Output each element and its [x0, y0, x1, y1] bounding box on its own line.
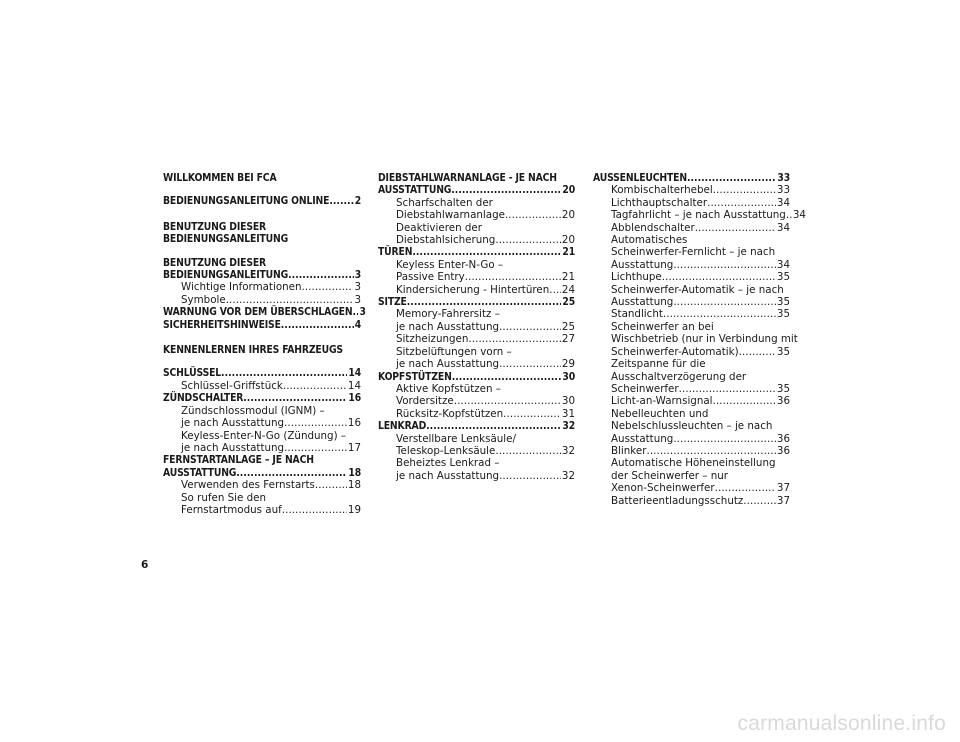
- leader-dots: [707, 197, 776, 209]
- toc-item[interactable]: [593, 457, 790, 494]
- leader-dots: [284, 442, 347, 454]
- toc-heading[interactable]: [163, 172, 361, 184]
- leader-dots: [499, 470, 561, 482]
- toc-entry-text: SICHERHEITSHINWEISE: [163, 318, 281, 331]
- toc-entry-text: Sitzbelüftungen vorn –: [396, 345, 512, 358]
- leader-dots: [412, 246, 561, 258]
- toc-heading[interactable]: [163, 392, 361, 404]
- toc-item[interactable]: [378, 197, 575, 222]
- toc-page-number: 37: [776, 482, 790, 495]
- leader-dots: [451, 184, 561, 196]
- toc-item[interactable]: [163, 281, 361, 293]
- toc-entry-text: Zündschlossmodul (IGNM) –: [181, 404, 325, 417]
- toc-entry-text: Xenon-Scheinwerfer: [611, 482, 715, 495]
- toc-entry-text: der Scheinwerfer – nur: [611, 469, 728, 482]
- toc-page-number: 36: [776, 444, 790, 457]
- toc-entry-text: Licht-an-Warnsignal: [611, 395, 713, 408]
- toc-page-number: 37: [776, 494, 790, 507]
- toc-page-number: 3: [354, 293, 361, 306]
- toc-page-number: 34: [776, 221, 790, 234]
- toc-entry-text: AUSSENLEUCHTEN: [593, 172, 687, 184]
- toc-entry-text: Sitzheizungen: [396, 333, 469, 346]
- leader-dots: [713, 395, 776, 407]
- toc-page-number: 33: [777, 172, 790, 184]
- leader-dots: [662, 271, 776, 283]
- toc-heading[interactable]: [163, 344, 361, 356]
- toc-page-number: 35: [776, 382, 790, 395]
- toc-item[interactable]: [378, 408, 575, 420]
- toc-heading[interactable]: [378, 420, 575, 432]
- toc-entry-text: DIEBSTAHLWARNANLAGE - JE NACH: [378, 172, 557, 184]
- toc-entry-text: Kindersicherung - Hintertüren: [396, 283, 550, 296]
- toc-heading[interactable]: [163, 367, 361, 379]
- toc-entry-text: WARNUNG VOR DEM ÜBERSCHLAGEN: [163, 306, 353, 319]
- toc-entry-text: Abblendschalter: [611, 221, 695, 234]
- toc-heading[interactable]: [163, 195, 361, 207]
- toc-page-number: 36: [776, 395, 790, 408]
- leader-dots: [282, 504, 347, 516]
- leader-dots: [465, 271, 561, 283]
- toc-page-number: 20: [561, 209, 575, 222]
- toc-entry-text: BENUTZUNG DIESER: [163, 220, 267, 233]
- leader-dots: [236, 467, 347, 479]
- toc-entry-text: Blinker: [611, 444, 647, 457]
- toc-item[interactable]: [593, 408, 790, 445]
- toc-item[interactable]: [378, 259, 575, 284]
- leader-dots: [713, 184, 776, 196]
- toc-page-number: 34: [792, 209, 806, 222]
- toc-item[interactable]: [593, 358, 790, 395]
- toc-entry-text: Vordersitze: [396, 395, 454, 408]
- toc-page-number: 32: [561, 444, 575, 457]
- toc-heading[interactable]: [378, 246, 575, 258]
- toc-entry-text: FERNSTARTANLAGE – JE NACH: [163, 454, 314, 467]
- toc-page-number: 14: [348, 367, 361, 380]
- toc-page-number: 35: [776, 308, 790, 321]
- toc-item[interactable]: [593, 197, 790, 209]
- leader-dots: [679, 383, 776, 395]
- toc-item[interactable]: [378, 222, 575, 247]
- toc-entry-text: SITZE: [378, 296, 407, 309]
- toc-page-number: 17: [347, 441, 361, 454]
- toc-heading[interactable]: [163, 257, 361, 282]
- toc-page-number: 36: [776, 432, 790, 445]
- leader-dots: [426, 420, 561, 432]
- leader-dots: [695, 222, 776, 234]
- toc-heading[interactable]: [593, 172, 790, 184]
- toc-entry-text: je nach Ausstattung: [396, 320, 500, 333]
- leader-dots: [288, 269, 354, 281]
- leader-dots: [673, 296, 776, 308]
- leader-dots: [284, 417, 347, 429]
- toc-item[interactable]: [163, 492, 361, 517]
- toc-entry-text: Lichthupe: [611, 271, 662, 284]
- toc-page-number: 25: [562, 296, 575, 309]
- toc-page-number: 16: [347, 417, 361, 430]
- toc-entry-text: Schlüssel-Griffstück: [181, 379, 283, 392]
- toc-heading[interactable]: [378, 371, 575, 383]
- leader-dots: [454, 395, 561, 407]
- toc-page-number: 24: [561, 283, 575, 296]
- toc-heading[interactable]: [163, 221, 361, 246]
- toc-entry-text: Batterieentladungsschutz: [611, 494, 744, 507]
- toc-item[interactable]: [378, 457, 575, 482]
- toc-entry-text: Ausstattung: [611, 432, 674, 445]
- toc-entry-text: LENKRAD: [378, 420, 427, 433]
- toc-entry-text: Wischbetrieb (nur in Verbindung mit: [611, 333, 798, 346]
- leader-dots: [495, 234, 561, 246]
- toc-entry-text: BEDIENUNGSANLEITUNG: [163, 233, 289, 246]
- toc-entry-text: Scheinwerfer-Automatik – je nach: [611, 283, 784, 296]
- toc-entry-text: je nach Ausstattung: [396, 358, 500, 371]
- toc-entry-text: Scheinwerfer-Fernlicht – je nach: [611, 246, 776, 259]
- toc-page-number: 21: [562, 246, 575, 259]
- toc-entry-text: Diebstahlsicherung: [396, 234, 496, 247]
- toc-item[interactable]: [593, 495, 790, 507]
- toc-entry-text: AUSSTATTUNG: [163, 466, 237, 479]
- toc-page-number: 27: [561, 333, 575, 346]
- toc-heading[interactable]: [378, 172, 575, 197]
- toc-item[interactable]: [593, 320, 798, 358]
- toc-entry-text: BEDIENUNGSANLEITUNG: [163, 269, 289, 282]
- toc-item[interactable]: [163, 479, 361, 491]
- toc-item[interactable]: [593, 308, 790, 320]
- toc-item[interactable]: [378, 433, 575, 458]
- toc-item[interactable]: [163, 405, 361, 430]
- toc-entry-text: Teleskop-Lenksäule: [396, 444, 496, 457]
- toc-entry-text: Scheinwerfer-Automatik): [611, 345, 739, 358]
- leader-dots: [687, 172, 776, 184]
- toc-item[interactable]: [593, 445, 790, 457]
- toc-item[interactable]: [593, 234, 790, 271]
- toc-entry-text: Ausschaltverzögerung der: [611, 370, 747, 383]
- leader-dots: [302, 281, 354, 293]
- leader-dots: [646, 445, 775, 457]
- toc-entry-text: Lichthauptschalter: [611, 196, 708, 209]
- leader-dots: [243, 392, 347, 404]
- toc-page-number: 2: [354, 195, 361, 208]
- toc-entry-text: KOPFSTÜTZEN: [378, 370, 452, 383]
- toc-page-number: 3: [359, 306, 366, 319]
- toc-entry-text: SCHLÜSSEL: [163, 367, 222, 380]
- toc-item[interactable]: [593, 284, 790, 309]
- toc-entry-text: je nach Ausstattung: [396, 469, 500, 482]
- toc-page-number: 33: [776, 184, 790, 197]
- toc-entry-text: je nach Ausstattung: [181, 417, 285, 430]
- leader-dots: [673, 259, 776, 271]
- leader-dots: [743, 495, 776, 507]
- toc-entry-text: BENUTZUNG DIESER: [163, 256, 267, 269]
- page-number: 6: [141, 559, 149, 571]
- toc-item[interactable]: [593, 184, 790, 196]
- toc-entry-text: Zeitspanne für die: [611, 358, 706, 371]
- toc-page-number: 34: [776, 258, 790, 271]
- toc-page-number: 30: [562, 370, 575, 383]
- toc-entry-text: Ausstattung: [611, 258, 674, 271]
- toc-entry-text: Aktive Kopfstützen –: [396, 382, 501, 395]
- watermark: carmanualsonline.info: [737, 712, 946, 735]
- toc-page-number: 20: [561, 234, 575, 247]
- leader-dots: [315, 479, 347, 491]
- toc-page-number: 3: [354, 269, 361, 282]
- toc-column-2: [378, 172, 575, 482]
- leader-dots: [503, 408, 561, 420]
- toc-entry-text: Nebelleuchten und: [611, 407, 709, 420]
- toc-entry-text: Kombischalterhebel: [611, 184, 713, 197]
- toc-page-number: 20: [562, 184, 575, 197]
- leader-dots: [452, 371, 562, 383]
- toc-entry-text: ZÜNDSCHALTER: [163, 392, 244, 405]
- toc-entry-text: Scheinwerfer an bei: [611, 320, 714, 333]
- toc-entry-text: je nach Ausstattung: [181, 441, 285, 454]
- toc-page-number: 14: [347, 379, 361, 392]
- toc-page-number: 18: [348, 466, 361, 479]
- toc-entry-text: Ausstattung: [611, 296, 674, 309]
- toc-item[interactable]: [593, 271, 790, 283]
- toc-heading[interactable]: [163, 454, 361, 479]
- toc-entry-text: Rücksitz-Kopfstützen: [396, 407, 504, 420]
- leader-dots: [329, 195, 353, 207]
- toc-entry-text: Symbole: [181, 293, 226, 306]
- leader-dots: [499, 321, 561, 333]
- toc-page-number: 3: [354, 281, 361, 294]
- toc-entry-text: Automatisches: [611, 234, 688, 247]
- toc-item[interactable]: [593, 222, 790, 234]
- toc-page-number: 34: [776, 196, 790, 209]
- toc-page-number: 35: [776, 271, 790, 284]
- toc-item[interactable]: [378, 284, 575, 296]
- toc-entry-text: Keyless-Enter-N-Go (Zündung) –: [181, 429, 347, 442]
- leader-dots: [281, 319, 354, 331]
- leader-dots: [283, 380, 347, 392]
- toc-entry-text: Wichtige Informationen: [181, 281, 302, 294]
- toc-entry-text: Keyless Enter-N-Go –: [396, 258, 504, 271]
- toc-page-number: 21: [561, 271, 575, 284]
- leader-dots: [549, 284, 561, 296]
- toc-entry-text: Tagfahrlicht – je nach Ausstattung: [611, 209, 786, 222]
- toc-page-number: 4: [354, 318, 361, 331]
- toc-column-1: [163, 172, 366, 516]
- toc-entry-text: Nebelschlussleuchten – je nach: [611, 420, 773, 433]
- toc-entry-text: Verwenden des Fernstarts: [181, 479, 315, 492]
- leader-dots: [663, 308, 776, 320]
- toc-item[interactable]: [378, 333, 575, 345]
- toc-item[interactable]: [378, 383, 575, 408]
- toc-entry-text: So rufen Sie den: [181, 491, 267, 504]
- leader-dots: [468, 333, 560, 345]
- leader-dots: [226, 294, 354, 306]
- toc-page-number: 32: [561, 469, 575, 482]
- toc-entry-text: BEDIENUNGSANLEITUNG ONLINE: [163, 195, 330, 208]
- toc-page-number: 31: [561, 407, 575, 420]
- toc-entry-text: Fernstartmodus auf: [181, 503, 282, 516]
- leader-dots: [739, 346, 776, 358]
- toc-entry-text: KENNENLERNEN IHRES FAHRZEUGS: [163, 344, 343, 357]
- toc-page-number: 30: [561, 395, 575, 408]
- leader-dots: [495, 445, 561, 457]
- toc-page-number: 35: [776, 296, 790, 309]
- toc-heading[interactable]: [163, 306, 366, 319]
- toc-heading[interactable]: [163, 319, 361, 331]
- toc-entry-text: Scharfschalten der: [396, 196, 493, 209]
- toc-page-number: 25: [561, 320, 575, 333]
- leader-dots: [505, 209, 561, 221]
- toc-entry-text: Automatische Höheneinstellung: [611, 457, 776, 470]
- toc-entry-text: TÜREN: [378, 246, 413, 259]
- toc-heading[interactable]: [378, 296, 575, 308]
- toc-entry-text: Scheinwerfer: [611, 382, 679, 395]
- toc-item[interactable]: [163, 294, 361, 306]
- leader-dots: [499, 358, 561, 370]
- toc-item[interactable]: [378, 308, 575, 333]
- toc-entry-text: Deaktivieren der: [396, 221, 482, 234]
- toc-item[interactable]: [593, 395, 790, 407]
- toc-entry-text: Standlicht: [611, 308, 663, 321]
- leader-dots: [407, 296, 562, 308]
- toc-item[interactable]: [163, 380, 361, 392]
- toc-page-number: 16: [348, 392, 361, 405]
- toc-item[interactable]: [378, 346, 575, 371]
- toc-entry-text: Verstellbare Lenksäule/: [396, 432, 516, 445]
- toc-page-number: 18: [347, 479, 361, 492]
- toc-page-number: 19: [347, 503, 361, 516]
- toc-entry-text: Memory-Fahrersitz –: [396, 308, 500, 321]
- leader-dots: [673, 433, 776, 445]
- toc-entry-text: Diebstahlwarnanlage: [396, 209, 505, 222]
- toc-column-3: [593, 172, 806, 507]
- toc-page-number: 32: [562, 420, 575, 433]
- leader-dots: [221, 367, 347, 379]
- toc-page-number: 35: [776, 345, 790, 358]
- toc-entry-text: Beheiztes Lenkrad –: [396, 457, 500, 470]
- toc-entry-text: WILLKOMMEN BEI FCA: [163, 172, 277, 184]
- toc-item[interactable]: [163, 430, 361, 455]
- leader-dots: [715, 482, 776, 494]
- toc-entry-text: Passive Entry: [396, 271, 465, 284]
- toc-page-number: 29: [561, 358, 575, 371]
- toc-entry-text: AUSSTATTUNG: [378, 184, 452, 197]
- toc-item[interactable]: [593, 209, 806, 222]
